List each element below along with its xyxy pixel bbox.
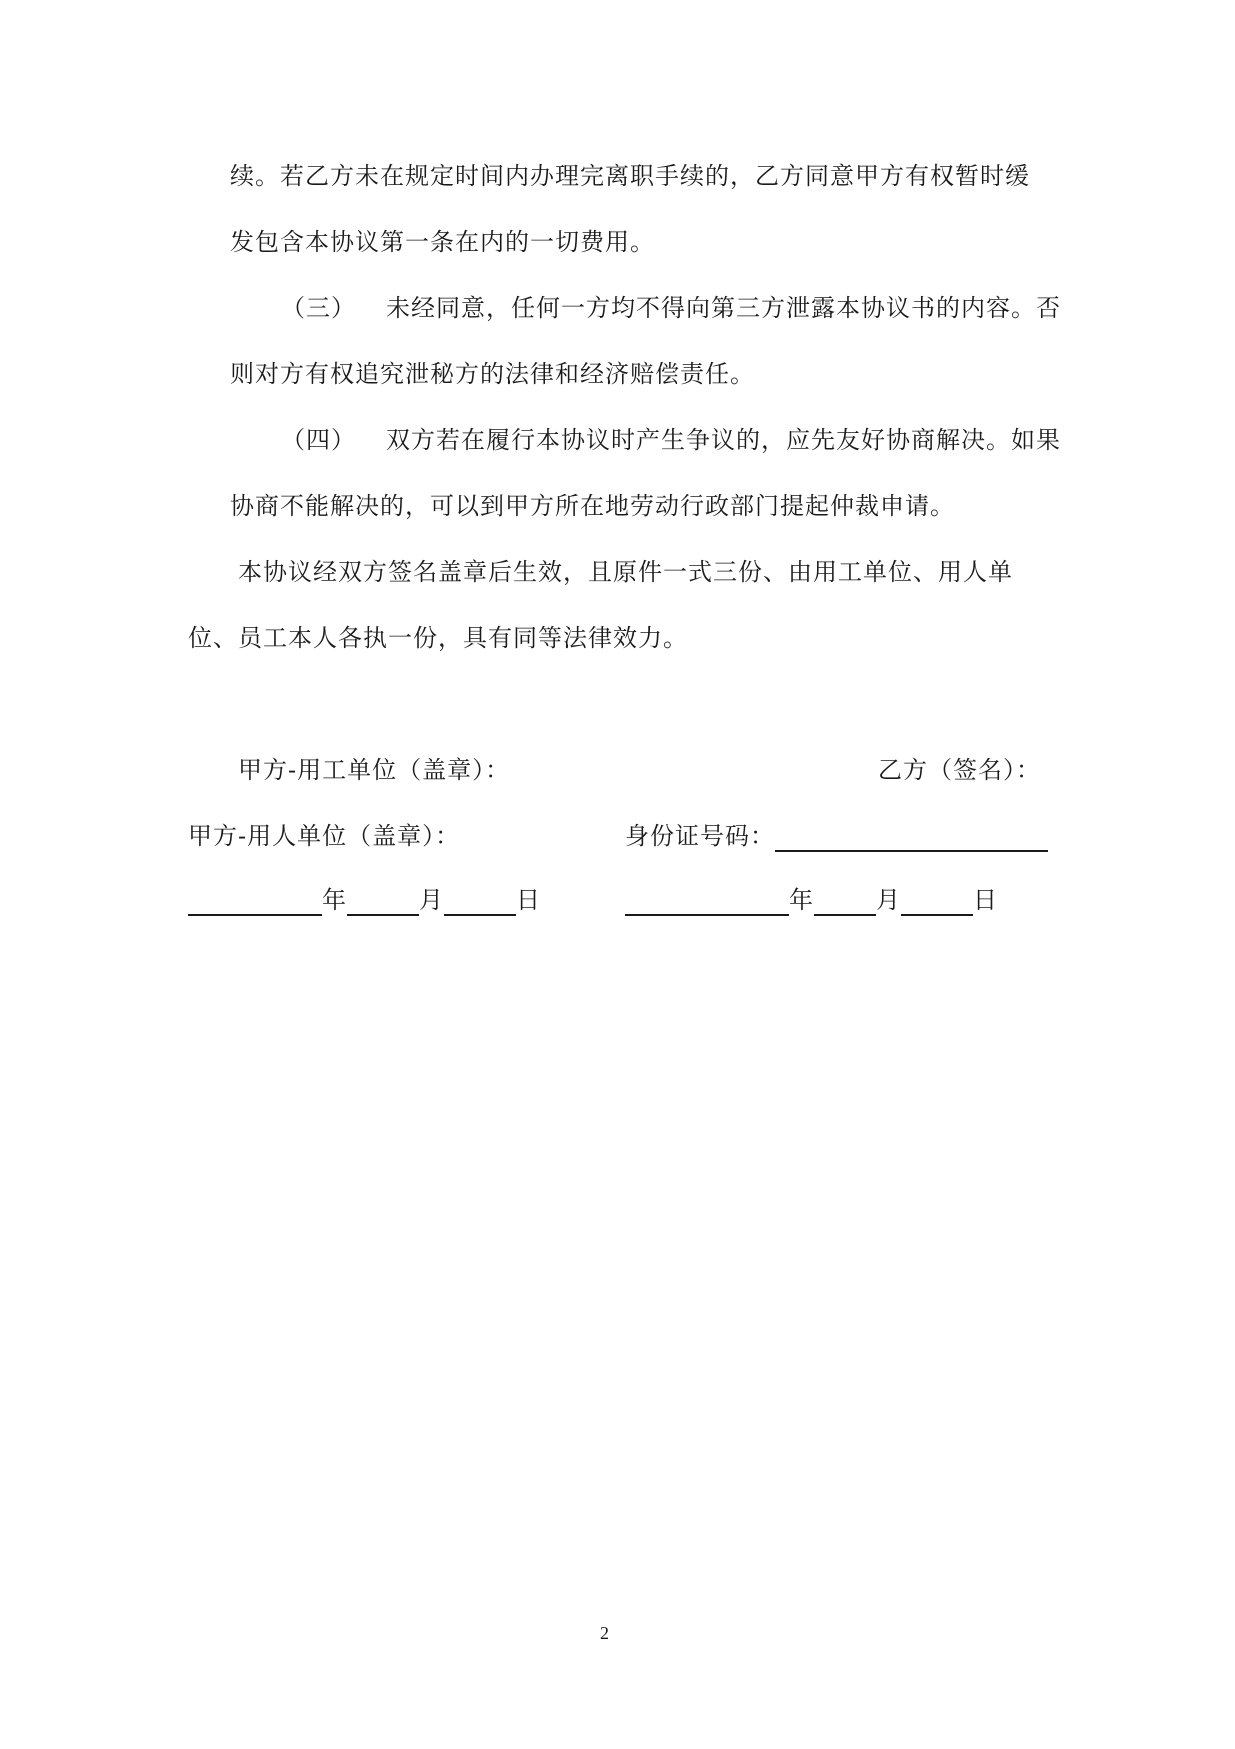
clause-number: （四） [281, 426, 356, 454]
paragraph-line: 续。若乙方未在规定时间内办理完离职手续的，乙方同意甲方有权暂时缓 [230, 162, 1030, 190]
clause-number: （三） [281, 294, 356, 322]
party-b-label: 乙方（签名）： [878, 756, 1041, 784]
clause-text: 未经同意，任何一方均不得向第三方泄露本协议书的内容。否 [386, 294, 1061, 322]
paragraph-line: 本协议经双方签名盖章后生效，且原件一式三份、由用工单位、用人单 [238, 558, 1013, 586]
id-number-blank[interactable] [775, 824, 1048, 852]
id-number-label: 身份证号码： [625, 822, 775, 850]
month-blank[interactable] [347, 888, 419, 916]
day-blank[interactable] [444, 888, 516, 916]
paragraph-line: 位、员工本人各执一份，具有同等法律效力。 [188, 624, 688, 652]
day-blank[interactable] [901, 888, 973, 916]
paragraph-line: 则对方有权追究泄秘方的法律和经济赔偿责任。 [230, 360, 755, 388]
page-number: 2 [600, 1623, 609, 1643]
id-number-row [625, 820, 1048, 852]
party-b-date-row [625, 884, 998, 916]
party-a-dispatcher-label: 甲方-用人单位（盖章）： [188, 822, 461, 850]
year-blank[interactable] [188, 888, 322, 916]
year-label: 年 [789, 886, 814, 914]
month-blank[interactable] [814, 888, 876, 916]
paragraph-line: 发包含本协议第一条在内的一切费用。 [230, 228, 655, 256]
month-label: 月 [419, 886, 444, 914]
party-a-date-row [188, 884, 541, 916]
party-a-employer-label: 甲方-用工单位（盖章）： [238, 756, 511, 784]
year-blank[interactable] [625, 888, 789, 916]
day-label: 日 [516, 886, 541, 914]
day-label: 日 [973, 886, 998, 914]
month-label: 月 [876, 886, 901, 914]
year-label: 年 [322, 886, 347, 914]
clause-text: 双方若在履行本协议时产生争议的，应先友好协商解决。如果 [386, 426, 1061, 454]
clause-4 [281, 424, 1061, 456]
paragraph-line: 协商不能解决的，可以到甲方所在地劳动行政部门提起仲裁申请。 [230, 492, 955, 520]
clause-3 [281, 292, 1061, 324]
